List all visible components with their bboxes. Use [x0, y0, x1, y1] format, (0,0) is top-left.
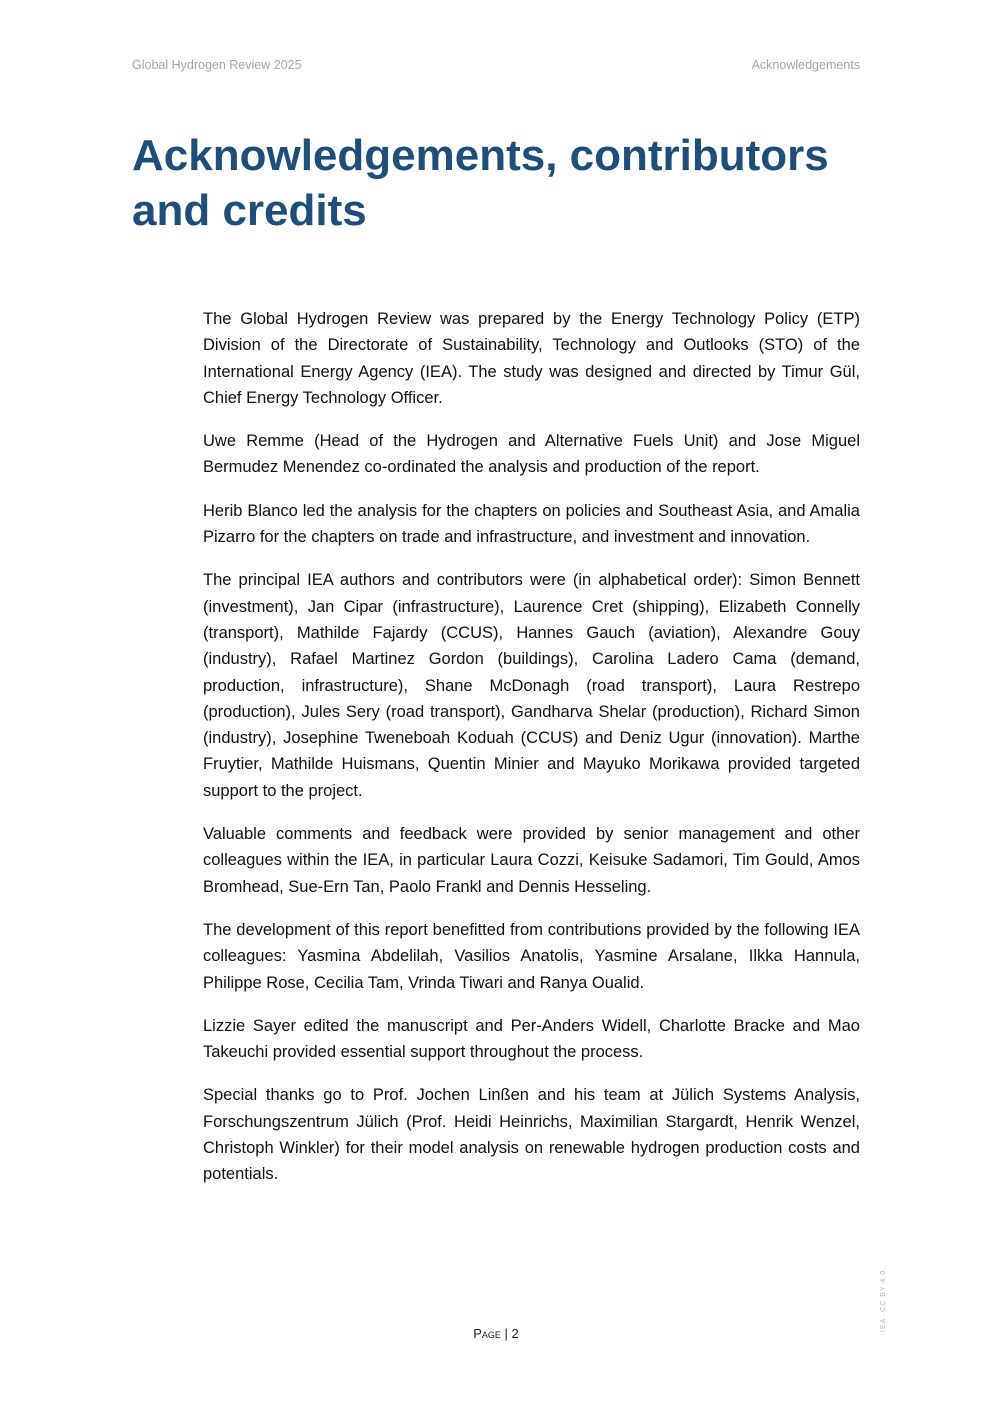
header-section-name: Acknowledgements: [751, 58, 860, 72]
paragraph-contributions: The development of this report benefitted from contributions provided by the following IEA colleagues: Yasmina Abdelilah, Vasilios Anatolis, Yasmine Arsalane, Ilkka Hannula, Philippe Rose, Cecilia Tam, Vrinda Tiwari and Ranya Oualid.: [203, 920, 860, 992]
page-label: Page: [473, 1326, 501, 1341]
paragraph-chapter-leads: Herib Blanco led the analysis for the chapters on policies and Southeast Asia, and Amalia Pizarro for the chapters on trade and infrastructure, and investment and innovation.: [203, 501, 860, 547]
running-header: [132, 58, 860, 76]
paragraph-preparation: The Global Hydrogen Review was prepared by the Energy Technology Policy (ETP) Division of the Directorate of Sustainability, Technology and Outlooks (STO) of the International Energy Agency (IEA). The study was designed and directed by Timur Gül, Chief Energy Technology Officer.: [203, 310, 860, 407]
license-notice: IEA. CC BY 4.0.: [880, 1266, 887, 1332]
page-title: Acknowledgements, contributors and credits: [132, 131, 829, 235]
header-report-title: Global Hydrogen Review 2025: [132, 58, 302, 72]
page-number: 2: [511, 1326, 519, 1341]
paragraph-coordination: Uwe Remme (Head of the Hydrogen and Alternative Fuels Unit) and Jose Miguel Bermudez Menendez co-ordinated the analysis and production of the report.: [203, 432, 860, 477]
page-footer: [0, 1326, 992, 1341]
paragraph-editing: Lizzie Sayer edited the manuscript and Per-Anders Widell, Charlotte Bracke and Mao Takeuchi provided essential support throughout the process.: [203, 1016, 860, 1062]
paragraph-special-thanks: Special thanks go to Prof. Jochen Linßen and his team at Jülich Systems Analysis, Forschungszentrum Jülich (Prof. Heidi Heinrichs, Maximilian Stargardt, Henrik Wenzel, Christoph Winkler) for their model analysis on renewable hydrogen production costs and potentials.: [203, 1086, 860, 1184]
paragraph-principal-authors: The principal IEA authors and contributors were (in alphabetical order): Simon Bennett (investment), Jan Cipar (infrastructure), Laurence Cret (shipping), Elizabeth Connelly (transport), Mathilde Fajardy (CCUS), Hannes Gauch (aviation), Alexandre Gouy (industry), Rafael Martinez Gordon (buildings), Carolina Ladero Cama (demand, production, infrastructure), Shane McDonagh (road transport), Laura Restrepo (production), Jules Sery (road transport), Gandharva Shelar (production), Richard Simon (industry), Josephine Tweneboah Koduah (CCUS) and Deniz Ugur (innovation). Marthe Fruytier, Mathilde Huismans, Quentin Minier and Mayuko Morikawa provided targeted support to the project.: [203, 571, 860, 800]
page-separator: |: [500, 1326, 512, 1341]
acknowledgements-body: [203, 306, 860, 1205]
paragraph-feedback: Valuable comments and feedback were provided by senior management and other colleagues within the IEA, in particular Laura Cozzi, Keisuke Sadamori, Tim Gould, Amos Bromhead, Sue-Ern Tan, Paolo Frankl and Dennis Hesseling.: [203, 825, 860, 896]
